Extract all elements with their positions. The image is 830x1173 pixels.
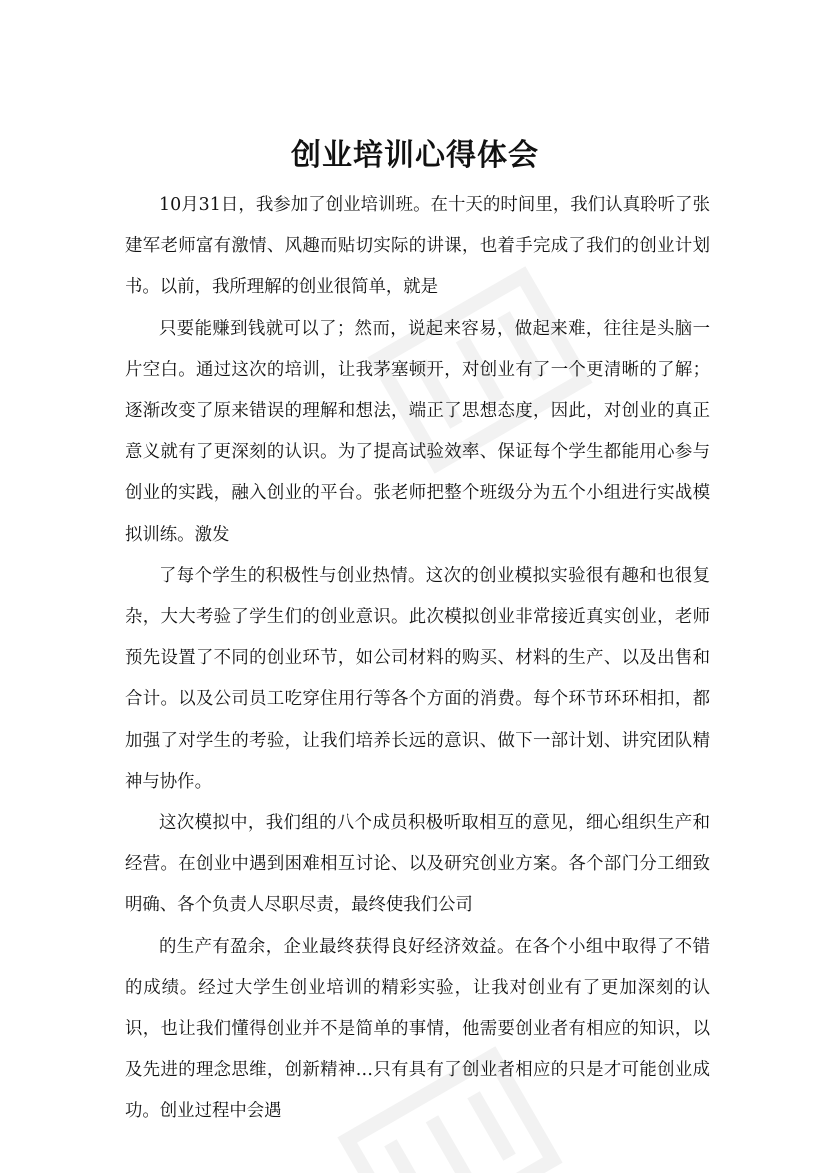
page-title: 创业培训心得体会	[291, 138, 539, 174]
paragraph: 这次模拟中，我们组的八个成员积极听取相互的意见，细心组织生产和经营。在创业中遇到困难相互讨论、以及研究创业方案。各个部门分工细致明确、各个负责人尽职尽责，最终使我们公司	[125, 813, 710, 916]
paragraph: 的生产有盈余，企业最终获得良好经济效益。在各个小组中取得了不错的成绩。经过大学生创业培训的精彩实验，让我对创业有了更加深刻的认识，也让我们懂得创业并不是简单的事情，他需要创业者有相应的知识，以及先进的理念思维，创新精神…只有具有了创业者相应的只是才可能创业成功。创业过程中会遇	[125, 936, 710, 1122]
document-body	[125, 185, 710, 1133]
paragraph: 只要能赚到钱就可以了；然而，说起来容易，做起来难，往往是头脑一片空白。通过这次的培训，让我茅塞顿开，对创业有了一个更清晰的了解；逐渐改变了原来错误的理解和想法，端正了思想态度，因此，对创业的真正意义就有了更深刻的认识。为了提高试验效率、保证每个学生都能用心参与创业的实践，融入创业的平台。张老师把整个班级分为五个小组进行实战模拟训练。激发	[125, 318, 710, 545]
paragraph: 了每个学生的积极性与创业热情。这次的创业模拟实验很有趣和也很复杂，大大考验了学生们的创业意识。此次模拟创业非常接近真实创业，老师预先设置了不同的创业环节，如公司材料的购买、材料的生产、以及出售和合计。以及公司员工吃穿住用行等各个方面的消费。每个环节环环相扣，都加强了对学生的考验，让我们培养长远的意识、做下一部计划、讲究团队精神与协作。	[125, 565, 710, 792]
paragraph: 10月31日，我参加了创业培训班。在十天的时间里，我们认真聆听了张建军老师富有激情、风趣而贴切实际的讲课，也着手完成了我们的创业计划书。以前，我所理解的创业很简单，就是	[125, 195, 710, 298]
